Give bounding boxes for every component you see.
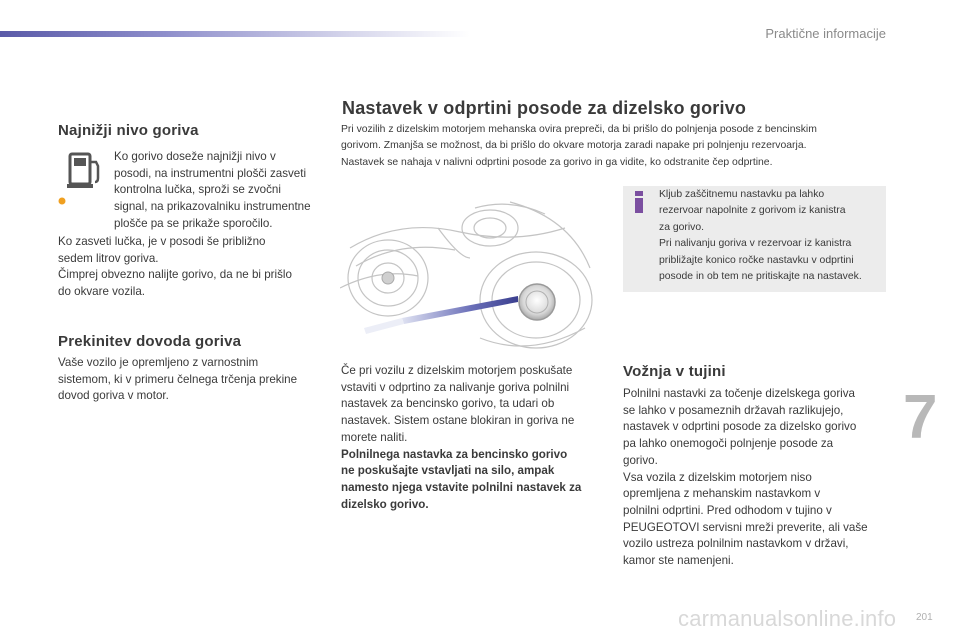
fuel-cutoff-paragraph: Vaše vozilo je opremljeno z varnostnim sistemom, ki v primeru čelnega trčenja prekine dovod goriva v motor. — [58, 356, 298, 403]
low-fuel-icon-text: Ko gorivo doseže najnižji nivo v posodi, na instrumentni plošči zasveti kontrolna lučka, sproži se zvočni signal, na prikazovalniku instrumentne plošče pa se prikaže sporočilo. — [114, 150, 311, 230]
header-gradient-bar — [0, 31, 470, 37]
petrol-nozzle-paragraph: Če pri vozilu z dizelskim motorjem poskušate vstaviti v odprtino za nalivanje goriva polnilni nastavek za bencinsko gorivo, ta udari ob nastavek. Sistem ostane blokiran in goriva ne morete naliti. Polnilnega nastavka za bencinsko gorivo ne poskušajte vstavljati na silo, ampak namesto njega vstavite polnilni nastavek za dizelsko gorivo. — [341, 364, 582, 511]
section-title: Praktične informacije — [765, 26, 886, 41]
low-fuel-paragraph: Ko zasveti lučka, je v posodi še približno sedem litrov goriva. Čimprej obvezno nalijte gorivo, da ne bi prišlo do okvare vozila. — [58, 235, 292, 299]
chapter-number: 7 — [903, 383, 938, 452]
page-number: 201 — [916, 612, 933, 623]
heading-low-fuel: Najnižji nivo goriva — [58, 122, 199, 139]
info-icon — [632, 191, 646, 213]
info-box-text: Kljub zaščitnemu nastavku pa lahko rezervoar napolnite z gorivom iz kanistra za gorivo. Pri nalivanju goriva v rezervoar iz kanistra približajte konico ročke nastavku v odprtini posode in ob tem ne pritiskajte na nastavek. — [659, 189, 862, 283]
driving-abroad-paragraph: Polnilni nastavki za točenje dizelskega goriva se lahko v posameznih državah razlikujejo, nastavek v odprtini posode za dizelsko gorivo pa lahko onemogoči polnjenje posode za gorivo. Vsa vozila z dizelskim motorjem niso opremljena z mehanskim nastavkom v polnilni odprtini. Pred odhodom v tujino v PEUGEOTOVI servisni mreži preverite, ali vaše vozilo ustreza polnilnim nastavkom v državi, kamor ste namenjeni. — [623, 387, 868, 568]
heading-diesel-nozzle: Nastavek v odprtini posode za dizelsko gorivo — [342, 98, 747, 118]
fuel-filler-diagram — [340, 188, 602, 354]
watermark: carmanualsonline.info — [678, 606, 897, 631]
fuel-pump-icon — [58, 150, 110, 208]
diesel-intro: Pri vozilih z dizelskim motorjem mehanska ovira prepreči, da bi prišlo do polnjenja posode z bencinskim gorivom. Zmanjša se možnost, da bi prišlo do okvare motorja zaradi napake pri polnjenju rezervoarja. Nastavek se nahaja v nalivni odprtini posode za gorivo in ga vidite, ko odstranite čep odprtine. — [341, 124, 817, 168]
heading-driving-abroad: Vožnja v tujini — [623, 363, 726, 380]
heading-fuel-cutoff: Prekinitev dovoda goriva — [58, 333, 242, 350]
